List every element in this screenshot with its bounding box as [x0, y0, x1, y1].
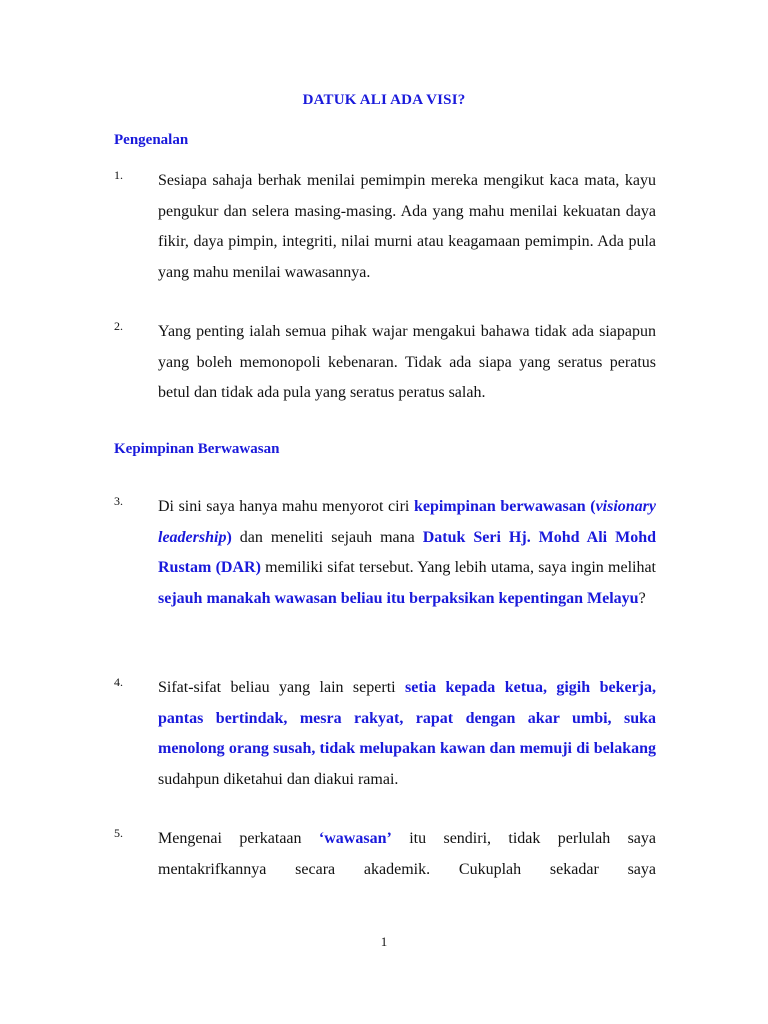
item-text: Yang penting ialah semua pihak wajar mengakui bahawa tidak ada siapapun yang boleh memonopoli kebenaran. Tidak ada siapa yang seratus peratus betul dan tidak ada pula yang seratus peratus salah.: [158, 323, 656, 401]
highlight-text: sejauh manakah wawasan beliau itu berpaksikan kepentingan Melayu: [158, 589, 639, 607]
section-heading-kepimpinan: Kepimpinan Berwawasan: [114, 441, 280, 457]
highlight-text: setia kepada ketua, gigih bekerja, pantas bertindak, mesra rakyat, rapat dengan akar umbi, suka menolong orang susah, tidak melupakan kawan dan memuji di belakang: [158, 679, 656, 757]
text-run: Sifat-sifat beliau yang lain seperti: [158, 679, 405, 696]
item-number: 1.: [114, 168, 123, 182]
list-item: [114, 317, 656, 409]
section-heading-pengenalan: Pengenalan: [114, 132, 189, 148]
text-run: Mengenai perkataan: [158, 830, 319, 847]
item-text: Sesiapa sahaja berhak menilai pemimpin mereka mengikut kaca mata, kayu pengukur dan selera masing-masing. Ada yang mahu menilai kekuatan daya fikir, daya pimpin, integriti, nilai murni atau keagamaan pemimpin. Ada pula yang mahu menilai wawasannya.: [158, 172, 656, 281]
item-number: 4.: [114, 675, 123, 689]
text-run: dan meneliti sejauh mana: [231, 528, 423, 546]
text-run: sudahpun diketahui dan diakui ramai.: [158, 770, 399, 788]
list-item: [114, 492, 656, 614]
text-run: ?: [638, 589, 646, 607]
item-text: [158, 673, 656, 795]
highlight-text: ‘wawasan’: [318, 830, 392, 847]
list-item: [114, 824, 656, 885]
highlight-paren-open: (: [590, 498, 596, 515]
highlight-text: Datuk Seri Hj. Mohd Ali Mohd Rustam (DAR): [158, 528, 656, 576]
page-number: 1: [380, 934, 388, 949]
highlight-italic-text: visionary leadership: [158, 498, 657, 546]
highlight-text: kepimpinan berwawasan: [413, 498, 586, 515]
item-text: [158, 492, 656, 614]
document-title: DATUK ALI ADA VISI?: [302, 92, 466, 108]
text-run: memiliki sifat tersebut. Yang lebih utama, saya ingin melihat: [260, 559, 657, 576]
text-run: itu sendiri, tidak perlulah saya mentakrifkannya secara akademik. Cukuplah sekadar saya: [158, 830, 657, 878]
list-item: [114, 673, 656, 795]
item-number: 5.: [114, 826, 123, 840]
item-number: 2.: [114, 319, 123, 333]
text-run: Di sini saya hanya mahu menyorot ciri: [158, 498, 414, 515]
item-number: 3.: [114, 494, 123, 508]
item-text: [158, 824, 656, 885]
highlight-paren-close: ): [226, 528, 232, 546]
list-item: [114, 166, 656, 288]
